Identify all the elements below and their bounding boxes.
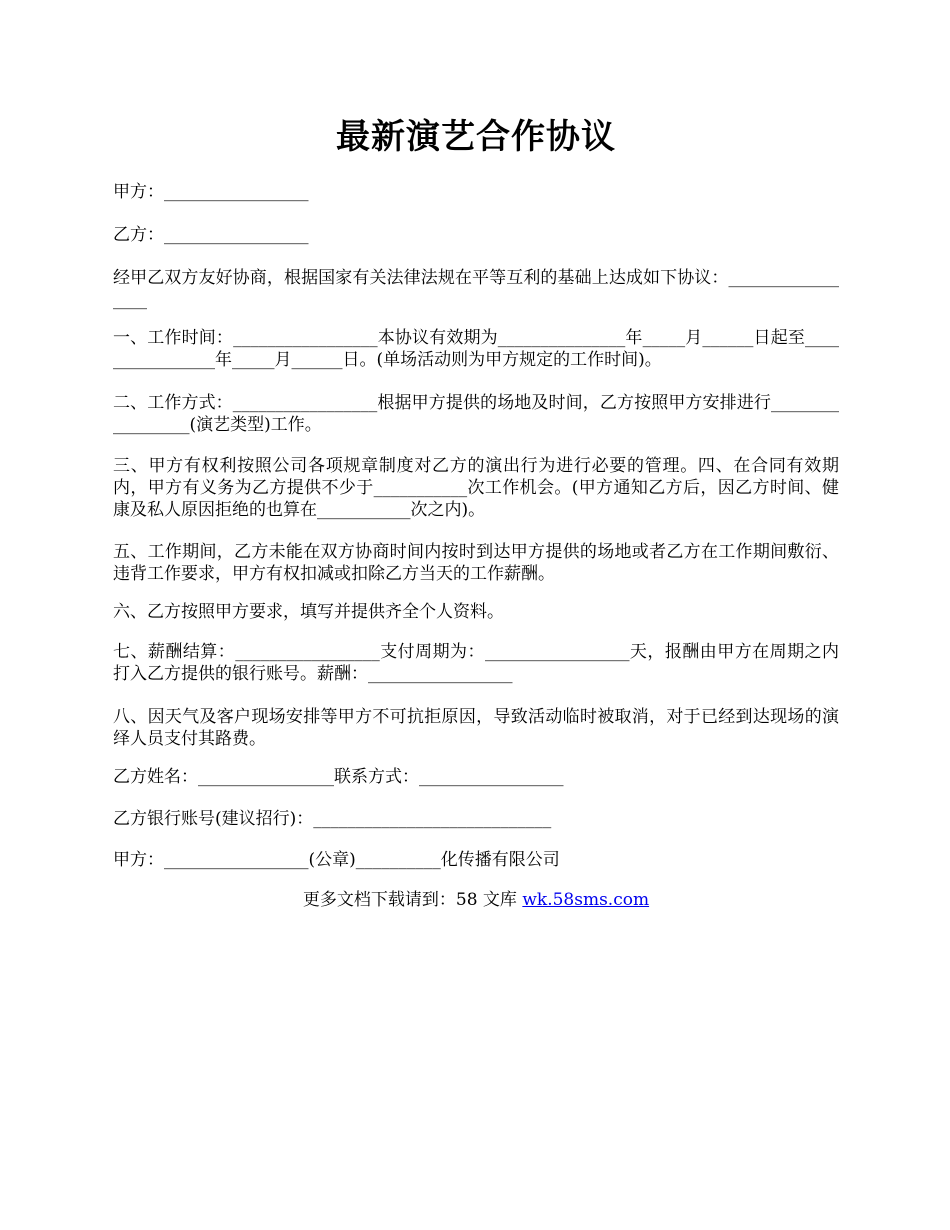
party-b-name-contact: 乙方姓名：________________联系方式：_________________ [113, 767, 564, 787]
party-a-line: 甲方：_________________ [113, 182, 309, 202]
clause-3-4-management: 三、甲方有权利按照公司各项规章制度对乙方的演出行为进行必要的管理。四、在合同有效期内，甲方有义务为乙方提供不少于___________次工作机会。(甲方通知乙方后，因乙方时间、健康及私人原因拒绝的也算在___________次之内)。 [113, 456, 839, 520]
footer-link[interactable]: wk.58sms.com [522, 890, 650, 910]
party-b-bank-account: 乙方银行账号(建议招行)：____________________________ [113, 809, 552, 829]
clause-5-attendance: 五、工作期间，乙方未能在双方协商时间内按时到达甲方提供的场地或者乙方在工作期间敷衍、违背工作要求，甲方有权扣减或扣除乙方当天的工作薪酬。 [113, 542, 839, 584]
footer-text: 更多文档下载请到：58 文库 [302, 890, 523, 910]
agreement-intro: 经甲乙双方友好协商，根据国家有关法律法规在平等互利的基础上达成如下协议：_________________ [113, 268, 839, 310]
footer [113, 889, 839, 911]
clause-6-personal-info: 六、乙方按照甲方要求，填写并提供齐全个人资料。 [113, 602, 504, 622]
clause-8-cancellation: 八、因天气及客户现场安排等甲方不可抗拒原因，导致活动临时被取消，对于已经到达现场的演绎人员支付其路费。 [113, 707, 839, 749]
party-b-line: 乙方：_________________ [113, 225, 309, 245]
clause-2-work-mode: 二、工作方式：_________________根据甲方提供的场地及时间，乙方按照甲方安排进行_________________(演艺类型)工作。 [113, 393, 839, 435]
clause-7-payment: 七、薪酬结算：_________________支付周期为：_________________天，报酬由甲方在周期之内打入乙方提供的银行账号。薪酬：_________________ [113, 642, 839, 684]
clause-1-work-time: 一、工作时间：_________________本协议有效期为_______________年_____月______日起至________________年_____月______日。(单场活动则为甲方规定的工作时间)。 [113, 328, 839, 370]
document-title: 最新演艺合作协议 [336, 117, 616, 157]
party-a-seal-line: 甲方：_________________(公章)__________化传播有限公司 [113, 850, 560, 870]
